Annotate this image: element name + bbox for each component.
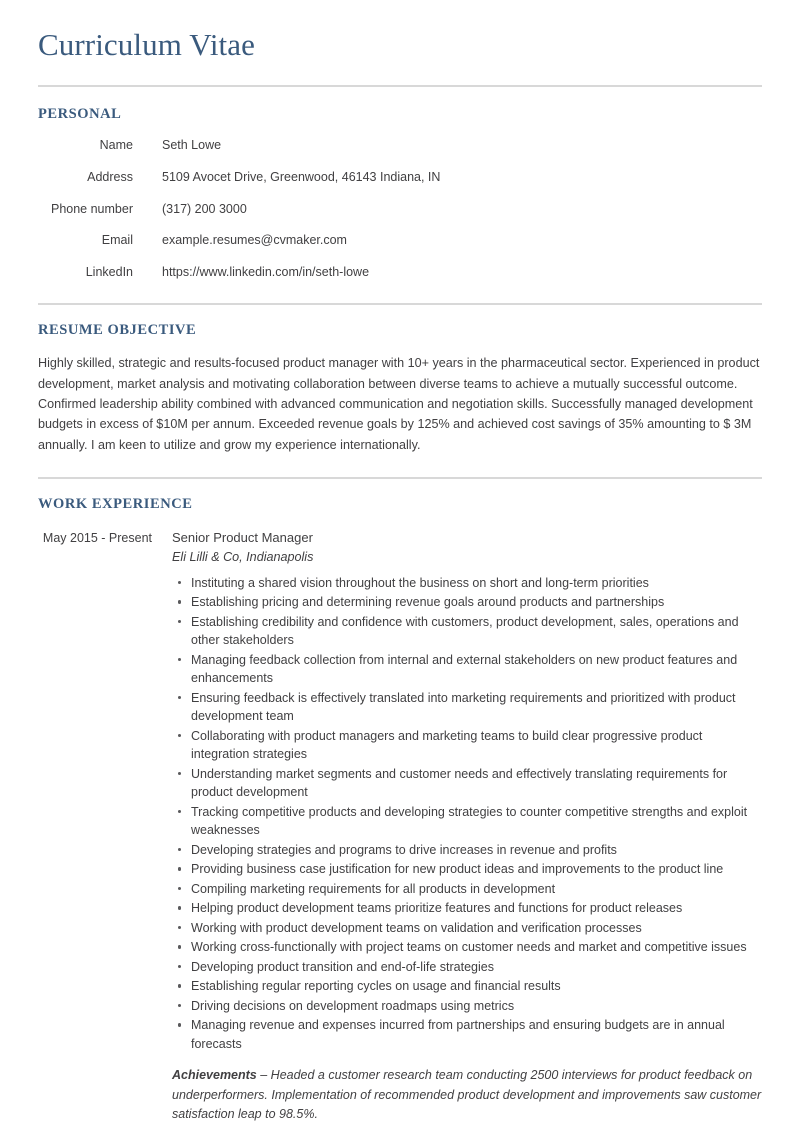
list-item: Helping product development teams prioritize features and functions for product releases xyxy=(172,899,762,918)
list-item: Developing product transition and end-of-life strategies xyxy=(172,958,762,977)
personal-field-row xyxy=(38,201,762,218)
job-details xyxy=(172,529,762,1132)
work-experience-entry xyxy=(38,529,762,1132)
personal-field-row xyxy=(38,169,762,186)
list-item: Instituting a shared vision throughout the business on short and long-term priorities xyxy=(172,574,762,593)
list-item: Ensuring feedback is effectively translated into marketing requirements and prioritized with product development team xyxy=(172,689,762,726)
list-item: Collaborating with product managers and marketing teams to build clear progressive product integration strategies xyxy=(172,727,762,764)
job-title: Senior Product Manager xyxy=(172,530,313,546)
personal-field-label: Name xyxy=(99,137,133,152)
list-item: Tracking competitive products and developing strategies to counter competitive strengths and exploit weaknesses xyxy=(172,803,762,840)
list-item: Working with product development teams on validation and verification processes xyxy=(172,919,762,938)
job-achievements xyxy=(172,1066,762,1124)
personal-email-value: example.resumes@cvmaker.com xyxy=(162,233,347,248)
resume-objective-section xyxy=(38,305,762,455)
list-item: Working cross-functionally with project teams on customer needs and market and competitive issues xyxy=(172,938,762,957)
job-responsibility-list xyxy=(172,574,762,1054)
personal-field-label: LinkedIn xyxy=(85,265,133,280)
list-item: Developing strategies and programs to drive increases in revenue and profits xyxy=(172,841,762,860)
personal-field-label: Address xyxy=(87,169,133,184)
section-heading-work-experience: WORK EXPERIENCE xyxy=(38,496,193,513)
list-item: Providing business case justification for new product ideas and improvements to the product line xyxy=(172,860,762,879)
achievements-text: – Headed a customer research team conducting 2500 interviews for product feedback on underperformers. Implementation of recommended product development and improvements saw customer satisfaction leap to 98.5%. xyxy=(172,1068,762,1122)
job-date-range: May 2015 - Present xyxy=(42,531,152,546)
personal-field-value: 5109 Avocet Drive, Greenwood, 46143 Indiana, IN xyxy=(162,169,441,184)
list-item: Establishing pricing and determining revenue goals around products and partnerships xyxy=(172,593,762,612)
section-heading-personal: PERSONAL xyxy=(38,105,122,122)
page-title: Curriculum Vitae xyxy=(38,27,255,62)
personal-field-label: Phone number xyxy=(50,201,133,216)
section-heading-resume-objective: RESUME OBJECTIVE xyxy=(38,322,197,339)
list-item: Driving decisions on development roadmaps using metrics xyxy=(172,997,762,1016)
personal-field-value: (317) 200 3000 xyxy=(162,201,247,216)
personal-field-row xyxy=(38,137,762,154)
list-item: Establishing regular reporting cycles on usage and financial results xyxy=(172,977,762,996)
list-item: Managing feedback collection from internal and external stakeholders on new product features and enhancements xyxy=(172,651,762,688)
personal-linkedin-value: https://www.linkedin.com/in/seth-lowe xyxy=(162,265,370,280)
personal-field-row xyxy=(38,264,762,281)
list-item: Establishing credibility and confidence with customers, product development, sales, operations and other stakeholders xyxy=(172,613,762,650)
personal-field-list xyxy=(38,137,762,281)
list-item: Understanding market segments and customer needs and effectively translating requirements for product development xyxy=(172,765,762,802)
work-experience-section xyxy=(38,479,762,1132)
resume-objective-text: Highly skilled, strategic and results-focused product manager with 10+ years in the pharmaceutical sector. Experienced in product development, market analysis and motivating collaboration between diverse teams to achieve a mutually successful outcome. Confirmed leadership ability combined with advanced communication and negotiation skills. Successfully managed development budgets in excess of $10M per annum. Exceeded revenue goals by 125% and achieved cost savings of 35% amounting to $ 3M annually. I am keen to utilize and grow my experience internationally. xyxy=(38,356,760,452)
personal-section xyxy=(38,87,762,281)
personal-field-value: Seth Lowe xyxy=(162,137,222,152)
job-company: Eli Lilli & Co, Indianapolis xyxy=(172,550,314,565)
list-item: Compiling marketing requirements for all products in development xyxy=(172,880,762,899)
list-item: Managing revenue and expenses incurred from partnerships and ensuring budgets are in annual forecasts xyxy=(172,1016,762,1053)
personal-field-label: Email xyxy=(101,233,133,248)
achievements-label: Achievements xyxy=(172,1068,257,1083)
personal-field-row xyxy=(38,232,762,249)
